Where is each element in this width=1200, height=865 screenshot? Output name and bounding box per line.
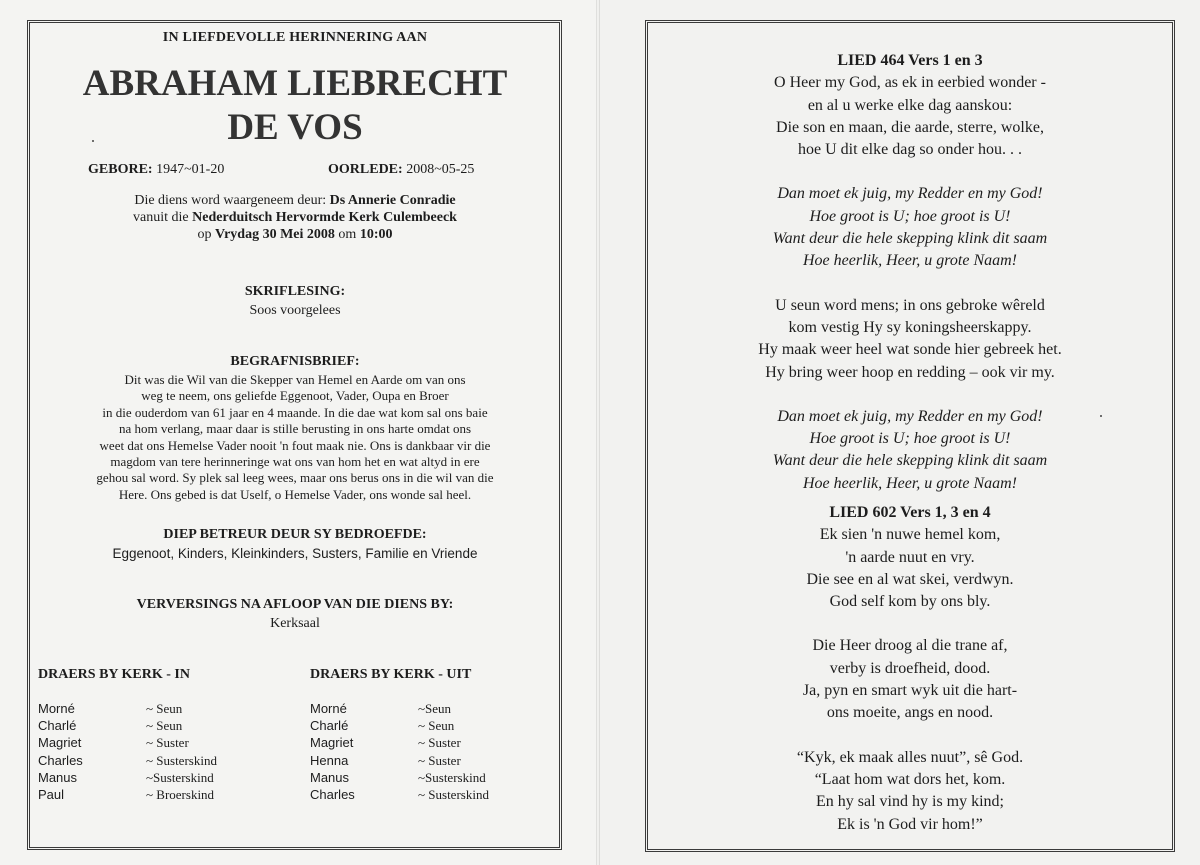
list-item — [310, 786, 489, 803]
bearer-name: Henna — [310, 752, 349, 768]
hymn-line: “Laat hom wat dors het, kom. — [814, 770, 1006, 788]
deceased-name — [40, 62, 550, 150]
bearer-role: ~ Seun — [146, 718, 183, 734]
bearer-name: Manus — [310, 769, 350, 785]
hymn-line: kom vestig Hy sy koningsheerskappy. — [788, 318, 1032, 336]
chorus-line: Dan moet ek juig, my Redder en my God! — [777, 407, 1043, 425]
born-line — [88, 162, 224, 178]
list-item — [310, 734, 489, 751]
bearers-in-list — [38, 700, 217, 803]
letter-line: in die ouderdom van 61 jaar en 4 maande. In die dae wat kom sal ons baie — [102, 404, 488, 420]
service-date: 30 Mei 2008 — [262, 227, 335, 242]
list-item — [310, 717, 489, 734]
refresh-heading: VERVERSINGS NA AFLOOP VAN DIE DIENS BY: — [136, 597, 454, 612]
bearer-role: ~ Susterskind — [418, 787, 489, 803]
hymn-line: Ek is 'n God vir hom!” — [837, 815, 983, 833]
service-details — [40, 192, 550, 243]
hymn-line: U seun word mens; in ons gebroke wêreld — [775, 296, 1045, 314]
hymn-line: en al u werke elke dag aanskou: — [807, 96, 1013, 114]
list-item — [38, 769, 217, 786]
hymn-line: Die see en al wat skei, verdwyn. — [806, 570, 1014, 588]
intro-heading: IN LIEFDEVOLLE HERINNERING AAN — [162, 30, 428, 45]
hymn-line: God self kom by ons bly. — [829, 593, 991, 611]
service-officiant-prefix: Die diens word waargeneem deur: — [134, 193, 327, 208]
bearers-in-heading: DRAERS BY KERK - IN — [38, 667, 190, 682]
bearer-role: ~ Seun — [146, 701, 183, 716]
hymn-line: “Kyk, ek maak alles nuut”, sê God. — [796, 748, 1024, 766]
letter-heading: BEGRAFNISBRIEF: — [230, 354, 360, 369]
bearer-role: ~Seun — [418, 701, 452, 716]
bearer-role: ~ Seun — [418, 718, 455, 734]
list-item — [38, 752, 217, 769]
chorus-line: Hoe heerlik, Heer, u grote Naam! — [802, 474, 1018, 492]
letter-body — [34, 372, 556, 503]
service-church-prefix: vanuit die — [133, 210, 189, 225]
chorus-line: Dan moet ek juig, my Redder en my God! — [777, 185, 1043, 203]
list-item — [38, 734, 217, 751]
bearer-name: Charles — [310, 787, 355, 803]
bearer-name: Morné — [310, 701, 347, 716]
chorus-line: Hoe groot is U; hoe groot is U! — [809, 430, 1011, 448]
died-line — [328, 162, 474, 178]
hymn-line: Die son en maan, die aarde, sterre, wolke, — [776, 118, 1044, 136]
letter-line: weet dat ons Hemelse Vader nooit 'n fout maak nie. Ons is dankbaar vir die — [99, 437, 491, 453]
hymn-602 — [660, 502, 1160, 836]
bearer-name: Paul — [38, 787, 65, 803]
name-line-2: DE VOS — [227, 107, 363, 148]
refresh-text: Kerksaal — [270, 616, 320, 631]
hymn-line: hoe U dit elke dag so onder hou. . . — [798, 141, 1022, 159]
bearer-role: ~ Susterskind — [146, 752, 217, 768]
bearer-name: Morné — [38, 701, 75, 716]
letter-line: na hom verlang, maar daar is stille berusting in ons harte omdat ons — [119, 421, 471, 437]
hymn-line: verby is droefheid, dood. — [829, 659, 991, 677]
hymn-464 — [660, 50, 1160, 495]
bearer-name: Magriet — [310, 735, 354, 751]
hymn-line: Hy bring weer hoop en redding – ook vir my. — [765, 363, 1055, 381]
hymn-line: Ja, pyn en smart wyk uit die hart- — [802, 682, 1018, 700]
hymn-title: LIED 602 Vers 1, 3 en 4 — [829, 504, 991, 521]
chorus-line: Hoe heerlik, Heer, u grote Naam! — [802, 252, 1018, 270]
scripture-text: Soos voorgelees — [249, 303, 341, 318]
born-label: GEBORE: — [88, 162, 153, 177]
mourners-text: Eggenoot, Kinders, Kleinkinders, Susters, Familie en Vriende — [112, 546, 478, 561]
hymn-line: En hy sal vind hy is my kind; — [816, 793, 1004, 811]
bearers-out-list — [310, 700, 489, 803]
service-time: 10:00 — [359, 227, 393, 242]
service-day: Vrydag — [215, 227, 260, 242]
letter-line: weg te neem, ons geliefde Eggenoot, Vader, Oupa en Broer — [141, 388, 449, 404]
list-item — [38, 786, 217, 803]
chorus-line: Want deur die hele skepping klink dit saam — [772, 230, 1048, 248]
hymn-line: Ek sien 'n nuwe hemel kom, — [819, 526, 1001, 544]
bearer-name: Charlé — [310, 718, 349, 734]
bearer-name: Manus — [38, 769, 78, 785]
service-op: op — [197, 227, 212, 242]
list-item — [38, 717, 217, 734]
list-item — [310, 769, 489, 786]
list-item — [310, 752, 489, 769]
chorus-line: Want deur die hele skepping klink dit saam — [772, 452, 1048, 470]
died-date: 2008~05-25 — [406, 162, 475, 177]
hymn-line: ons moeite, angs en nood. — [826, 704, 994, 722]
name-line-1: ABRAHAM LIEBRECHT — [82, 63, 508, 104]
bearer-role: ~Susterskind — [418, 769, 486, 785]
born-date: 1947~01-20 — [156, 162, 225, 177]
letter-line: Dit was die Wil van die Skepper van Hemel en Aarde om van ons — [124, 372, 466, 387]
scripture-heading: SKRIFLESING: — [244, 284, 346, 299]
hymn-line: 'n aarde nuut en vry. — [845, 548, 975, 566]
bearer-name: Magriet — [38, 735, 82, 751]
minister-name: Ds Annerie Conradie — [329, 193, 456, 208]
service-om: om — [338, 227, 357, 242]
bearer-name: Charlé — [38, 718, 77, 734]
bearer-name: Charles — [38, 752, 83, 768]
hymn-line: Hy maak weer heel wat sonde hier gebreek het. — [758, 341, 1062, 359]
bearer-role: ~Susterskind — [146, 769, 214, 785]
died-label: OORLEDE: — [328, 162, 403, 177]
hymn-line: Die Heer droog al die trane af, — [812, 637, 1008, 655]
mourners-heading: DIEP BETREUR DEUR SY BEDROEFDE: — [163, 527, 427, 542]
page-fold — [596, 0, 600, 865]
bearer-role: ~ Suster — [418, 752, 461, 768]
chorus-line: Hoe groot is U; hoe groot is U! — [809, 207, 1011, 225]
list-item — [38, 700, 217, 717]
hymn-line: O Heer my God, as ek in eerbied wonder - — [774, 74, 1046, 92]
bearer-role: ~ Broerskind — [146, 787, 215, 803]
church-name: Nederduitsch Hervormde Kerk Culembeeck — [192, 210, 457, 225]
letter-line: gehou sal word. Sy plek sal leeg wees, maar ons berus ons in die wil van die — [96, 470, 494, 486]
letter-line: Here. Ons gebed is dat Uself, o Hemelse Vader, ons wonde sal heel. — [118, 486, 472, 502]
bearers-out-heading: DRAERS BY KERK - UIT — [310, 667, 472, 682]
bearer-role: ~ Suster — [418, 735, 461, 751]
letter-line: magdom van tere herinneringe wat ons van hom het en wat altyd in ere — [110, 454, 480, 470]
hymn-title: LIED 464 Vers 1 en 3 — [837, 52, 983, 69]
bearer-role: ~ Suster — [146, 735, 189, 751]
list-item — [310, 700, 489, 717]
